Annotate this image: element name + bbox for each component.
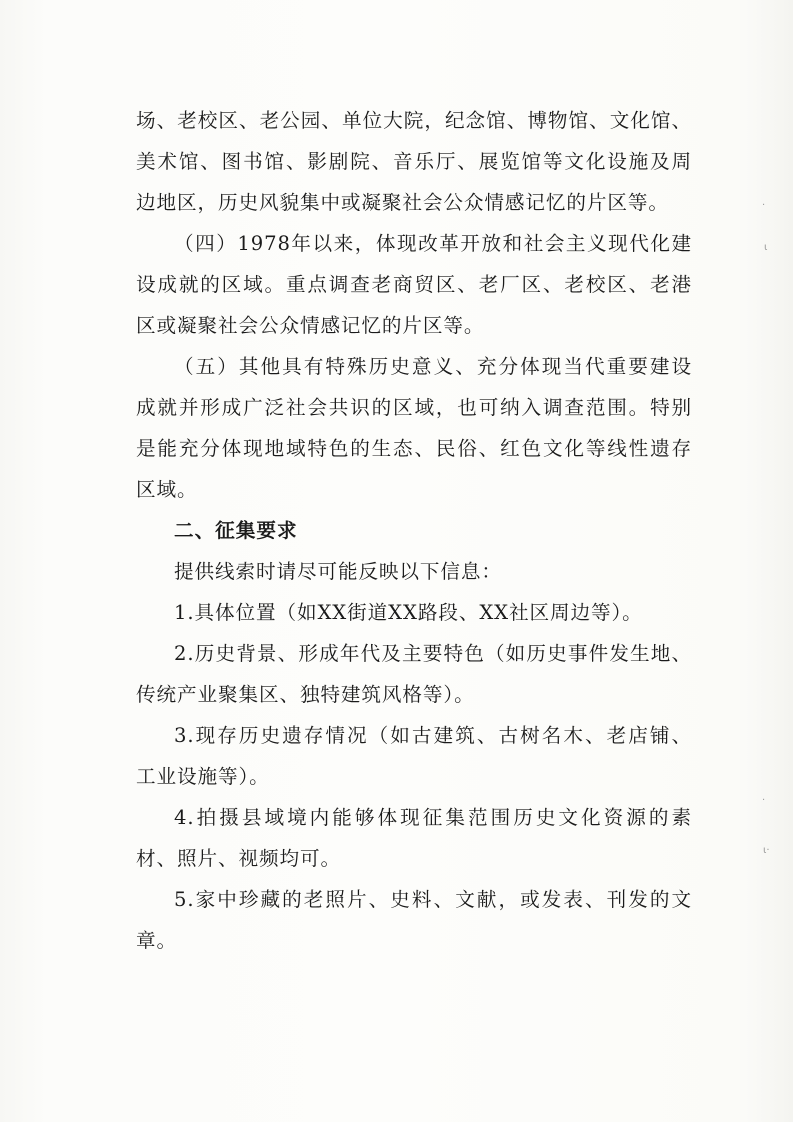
list-item-line: 工业设施等）。 bbox=[136, 765, 270, 788]
paragraph-line: 区或凝聚社会公众情感记忆的片区等。 bbox=[136, 314, 485, 337]
paragraph-line: （四）1978年以来，体现改革开放和社会主义现代化建 bbox=[174, 232, 692, 255]
list-item-line: 5.家中珍藏的老照片、史料、文献，或发表、刊发的文 bbox=[174, 888, 692, 911]
list-item-line: 3.现存历史遗存情况（如古建筑、古树名木、老店铺、 bbox=[174, 724, 692, 747]
section-heading: 二、征集要求 bbox=[174, 519, 298, 542]
paragraph-line: 是能充分体现地域特色的生态、民俗、红色文化等线性遗存 bbox=[136, 437, 692, 460]
paragraph-line: 场、老校区、老公园、单位大院，纪念馆、博物馆、文化馆、 bbox=[136, 109, 692, 132]
paragraph-line: 区域。 bbox=[136, 478, 198, 501]
document-body bbox=[136, 100, 692, 961]
paragraph-line: 提供线索时请尽可能反映以下信息： bbox=[174, 560, 502, 583]
paragraph-line: 成就并形成广泛社会共识的区域，也可纳入调查范围。特别 bbox=[136, 396, 692, 419]
paragraph-line: 美术馆、图书馆、影剧院、音乐厅、展览馆等文化设施及周 bbox=[136, 150, 692, 173]
paragraph-line: （五）其他具有特殊历史意义、充分体现当代重要建设 bbox=[174, 355, 692, 378]
list-item-line: 4.拍摄县域境内能够体现征集范围历史文化资源的素 bbox=[174, 806, 692, 829]
scan-speck: · bbox=[762, 200, 766, 211]
list-item-line: 材、照片、视频均可。 bbox=[136, 847, 341, 870]
list-item-line: 章。 bbox=[136, 929, 177, 952]
list-item-line: 传统产业聚集区、独特建筑风格等）。 bbox=[136, 683, 475, 706]
list-item-line: 1.具体位置（如XX街道XX路段、XX社区周边等）。 bbox=[174, 601, 643, 624]
paragraph-line: 设成就的区域。重点调查老商贸区、老厂区、老校区、老港 bbox=[136, 273, 692, 296]
paragraph-line: 边地区，历史风貌集中或凝聚社会公众情感记忆的片区等。 bbox=[136, 191, 669, 214]
list-item-line: 2.历史背景、形成年代及主要特色（如历史事件发生地、 bbox=[174, 642, 692, 665]
scan-speck: · bbox=[762, 795, 766, 806]
scan-speck: ι bbox=[764, 242, 768, 253]
scan-speck: ι· bbox=[763, 845, 770, 856]
